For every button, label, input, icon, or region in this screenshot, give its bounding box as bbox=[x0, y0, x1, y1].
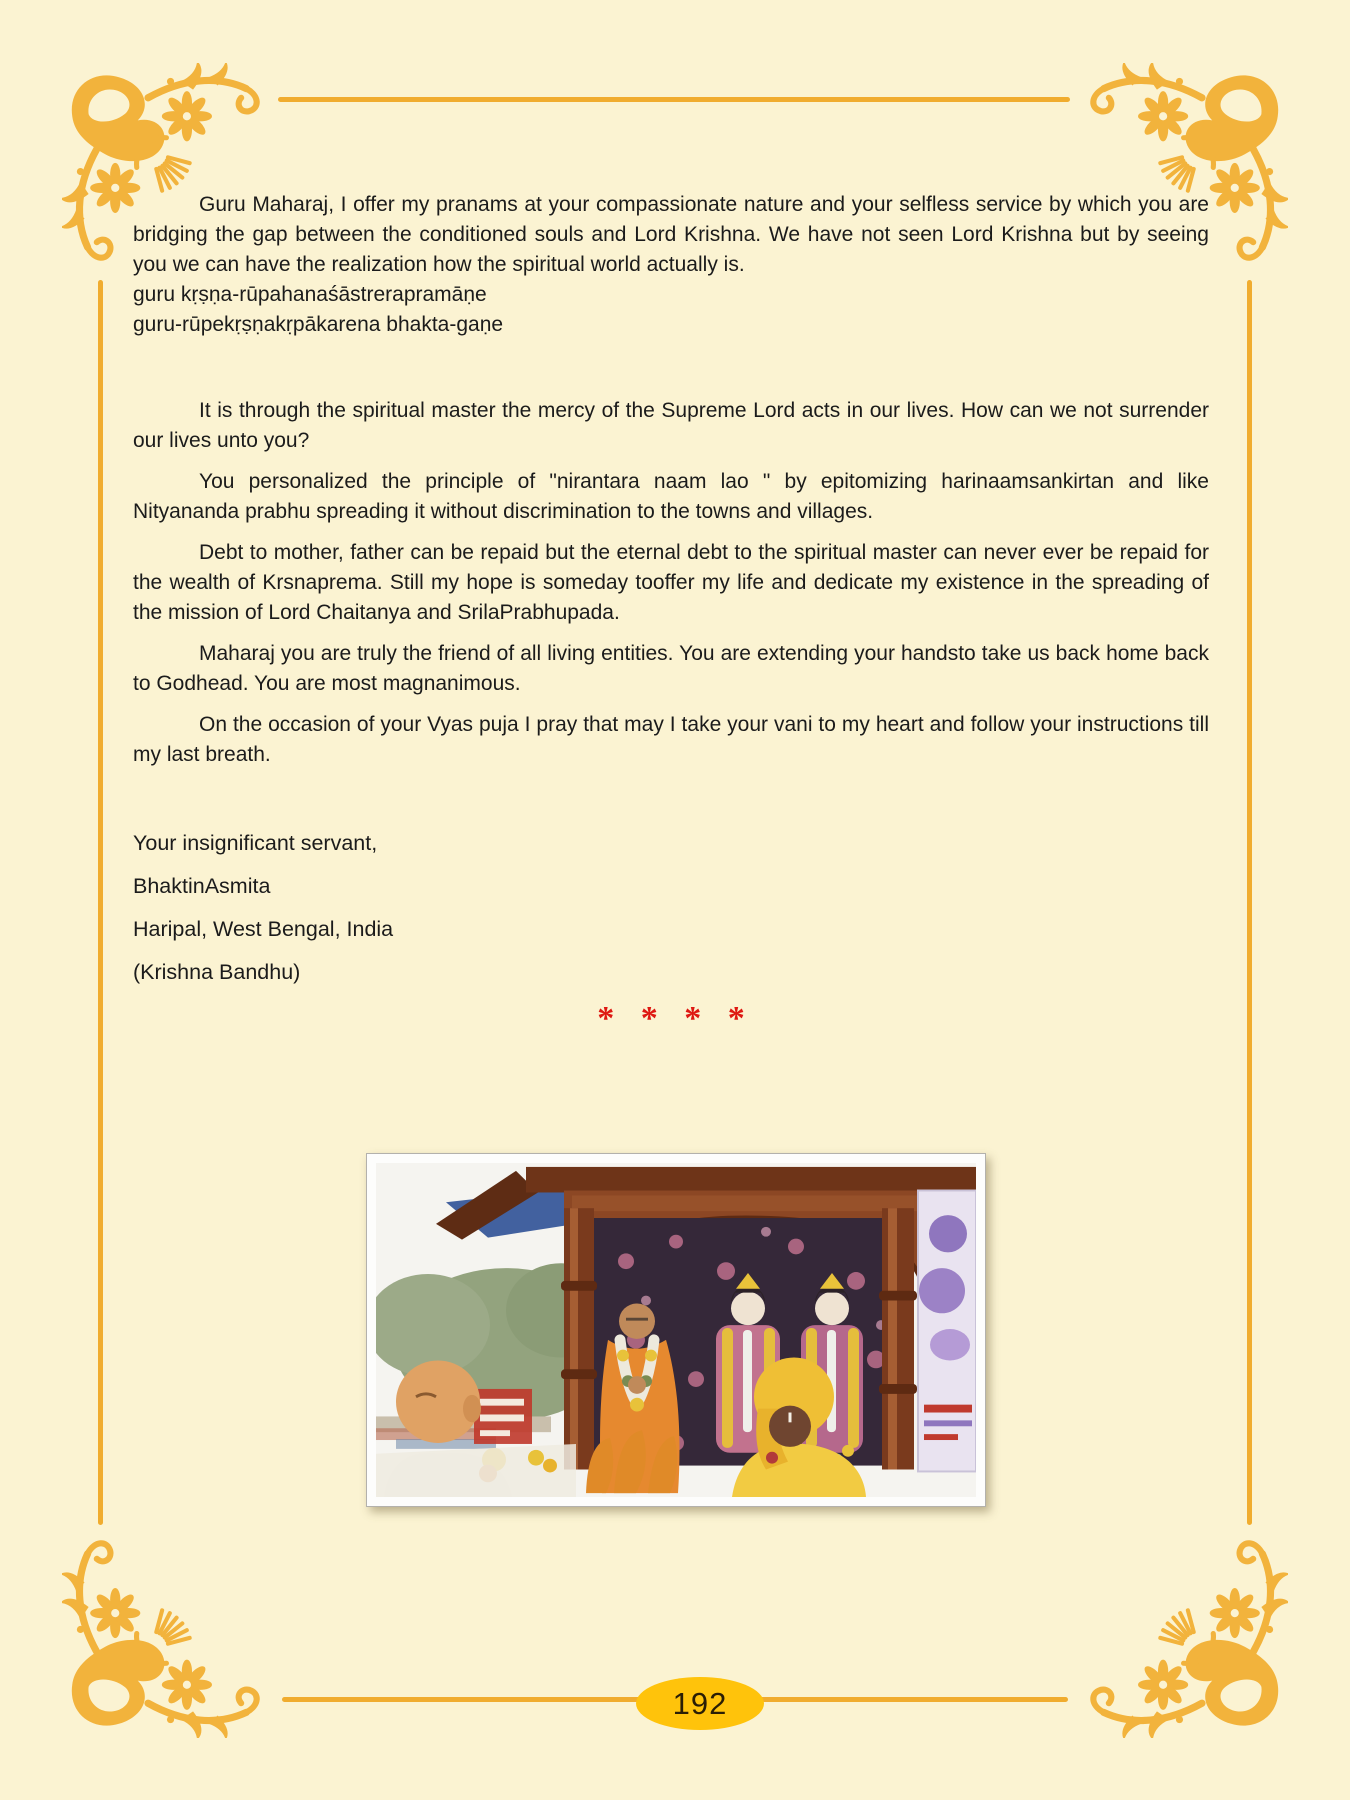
opening-paragraph: Guru Maharaj, I offer my pranams at your compassionate nature and your selfless service by which you are bridging the gap between the conditioned souls and Lord Krishna. We have not seen Lord Krishna but by seeing you we can have the realization how the spiritual world actually is. bbox=[133, 193, 1209, 276]
border-line-right bbox=[1247, 280, 1252, 1525]
asterisk-section-separator: * * * * bbox=[597, 1000, 745, 1037]
floral-corner-ornament-icon bbox=[62, 1523, 277, 1738]
page-number-badge bbox=[636, 1677, 764, 1730]
body-paragraph: You personalized the principle of "nirantara naam lao " by epitomizing harinaamsankirtan and like Nityananda prabhu spreading it without discrimination to the towns and villages. bbox=[133, 470, 1209, 523]
vyasa-puja-offering-letter bbox=[133, 190, 1209, 1038]
signature-line: BhaktinAsmita bbox=[133, 874, 271, 898]
verse-line: guru kṛṣṇa-rūpahanaśāstrerapramāṇe bbox=[133, 283, 487, 306]
signature-block bbox=[133, 828, 1209, 987]
devotional-photo bbox=[376, 1163, 976, 1497]
border-line-top bbox=[278, 97, 1070, 102]
signature-line: Haripal, West Bengal, India bbox=[133, 917, 394, 941]
border-line-left bbox=[98, 280, 103, 1525]
body-paragraph: Maharaj you are truly the friend of all living entities. You are extending your handsto take us back home back to Godhead. You are most magnanimous. bbox=[133, 642, 1209, 695]
signature-line: Your insignificant servant, bbox=[133, 831, 378, 855]
verse-line: guru-rūpekṛṣṇakṛpākarena bhakta-gaṇe bbox=[133, 313, 504, 336]
sanskrit-verse bbox=[133, 280, 1209, 340]
body-paragraph: It is through the spiritual master the mercy of the Supreme Lord acts in our lives. How can we not surrender our lives unto you? bbox=[133, 399, 1209, 452]
body-paragraph: Debt to mother, father can be repaid but the eternal debt to the spiritual master can never ever be repaid for the wealth of Krsnaprema. Still my hope is someday tooffer my life and dedicate my existence in the spreading of the mission of Lord Chaitanya and SrilaPrabhupada. bbox=[133, 541, 1209, 624]
signature-line: (Krishna Bandhu) bbox=[133, 960, 301, 984]
body-paragraph: On the occasion of your Vyas puja I pray that may I take your vani to my heart and follow your instructions till my last breath. bbox=[133, 713, 1209, 766]
photo-frame bbox=[366, 1153, 986, 1507]
floral-corner-ornament-icon bbox=[1073, 1523, 1288, 1738]
letter-body bbox=[133, 396, 1209, 770]
page-number: 192 bbox=[672, 1685, 728, 1721]
